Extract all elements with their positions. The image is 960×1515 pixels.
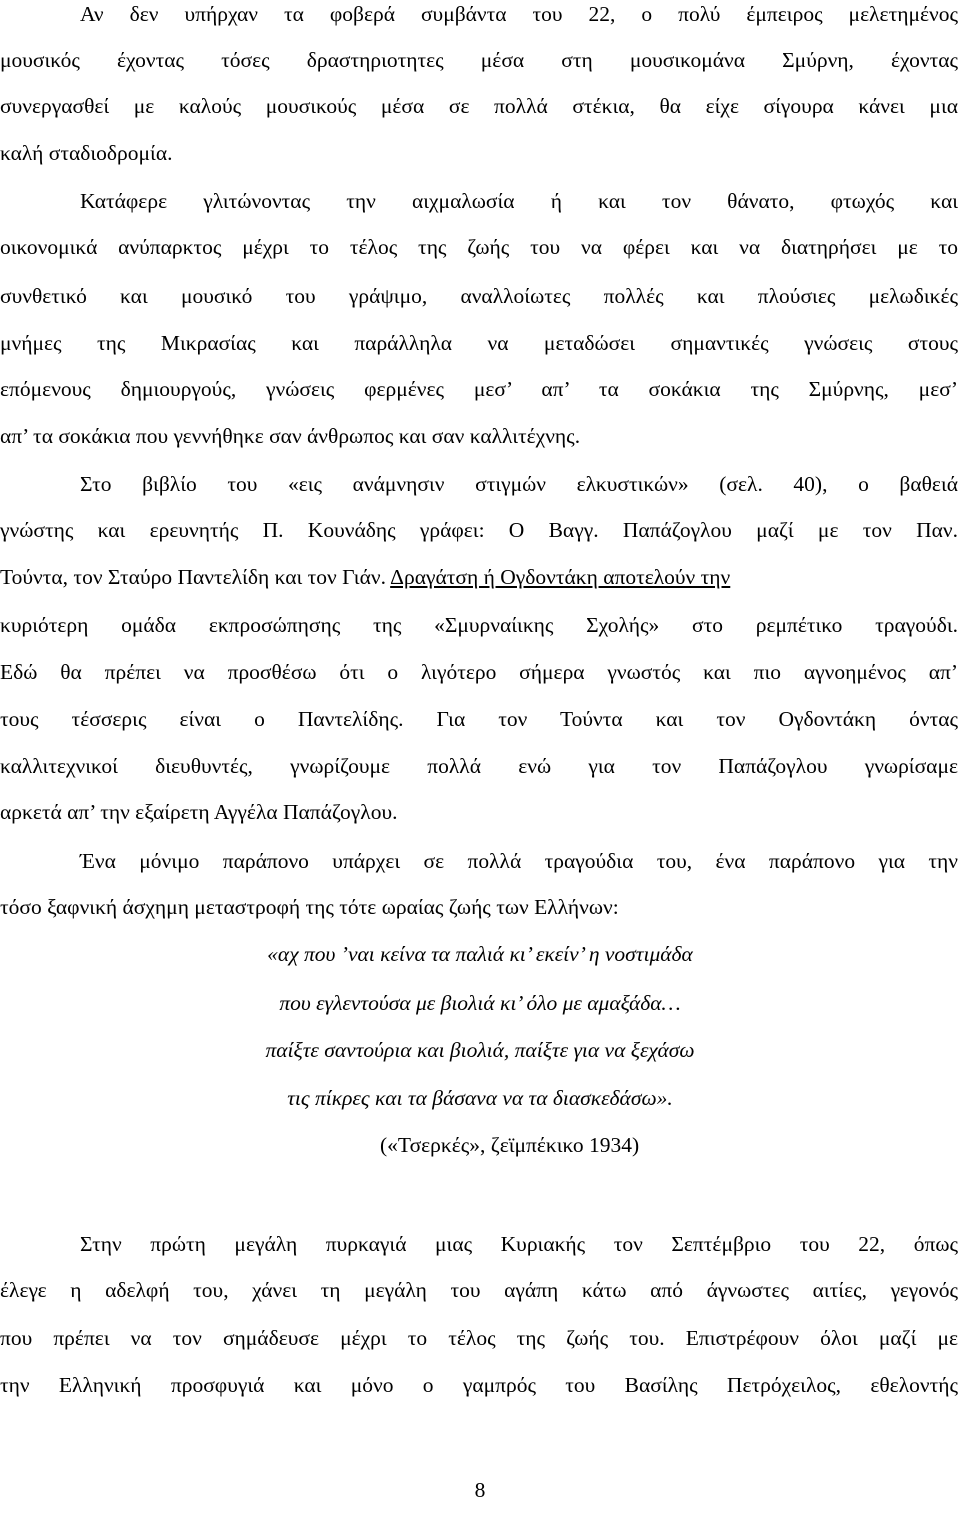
poem-verse: που εγλεντούσα με βιολιά κι’ όλο με αμαξάδα… [279, 991, 681, 1015]
text-line: που πρέπει να τον σημάδευσε μέχρι το τέλος της ζωής του. Επιστρέφουν όλοι μαζί με [0, 1326, 958, 1350]
underlined-text: Δραγάτση ή Ογδοντάκη αποτελούν την [390, 565, 731, 589]
page-number: 8 [474, 1478, 486, 1502]
text-line: Κατάφερε γλιτώνοντας την αιχμαλωσία ή και τον θάνατο, φτωχός και [80, 189, 958, 213]
text-line: συνθετικό και μουσικό του γράψιμο, αναλλοίωτες πολλές και πλούσιες μελωδικές [0, 284, 958, 308]
poem-verse: παίξτε σαντούρια και βιολιά, παίξτε για να ξεχάσω [265, 1038, 695, 1062]
text-segment: Τούντα, τον Σταύρο Παντελίδη και τον Γιάν. [0, 565, 386, 589]
text-line: γνώστης και ερευνητής Π. Κουνάδης γράφει: Ο Βαγγ. Παπάζογλου μαζί με τον Παν. [0, 518, 958, 542]
poem-verse: τις πίκρες και τα βάσανα να τα διασκεδάσω». [287, 1086, 673, 1110]
text-line: την Ελληνική προσφυγιά και μόνο ο γαμπρός του Βασίλης Πετρόχειλος, εθελοντής [0, 1373, 958, 1397]
text-line: καλή σταδιοδρομία. [0, 141, 173, 165]
text-line: Στο βιβλίο του «εις ανάμνησιν στιγμών ελκυστικών» (σελ. 40), ο βαθειά [80, 472, 958, 496]
text-line: συνεργασθεί με καλούς μουσικούς μέσα σε πολλά στέκια, θα είχε σίγουρα κάνει μια [0, 94, 958, 118]
text-line: μουσικός έχοντας τόσες δραστηριοτητες μέσα στη μουσικομάνα Σμύρνη, έχοντας [0, 48, 958, 72]
text-line: αρκετά απ’ την εξαίρετη Αγγέλα Παπάζογλου. [0, 800, 398, 824]
text-line: τους τέσσερις είναι ο Παντελίδης. Για τον Τούντα και τον Ογδοντάκη όντας [0, 707, 958, 731]
text-line: Εδώ θα πρέπει να προσθέσω ότι ο λιγότερο σήμερα γνωστός και πιο αγνοημένος απ’ [0, 660, 958, 684]
text-line: μνήμες της Μικρασίας και παράλληλα να μεταδώσει σημαντικές γνώσεις στους [0, 331, 958, 355]
text-line: Ένα μόνιμο παράπονο υπάρχει σε πολλά τραγούδια του, ένα παράπονο για την [80, 849, 958, 873]
text-line: επόμενους δημιουργούς, γνώσεις φερμένες μεσ’ απ’ τα σοκάκια της Σμύρνης, μεσ’ [0, 377, 958, 401]
text-line: απ’ τα σοκάκια που γεννήθηκε σαν άνθρωπος και σαν καλλιτέχνης. [0, 424, 581, 448]
text-line: καλλιτεχνικοί διευθυντές, γνωρίζουμε πολλά ενώ για τον Παπάζογλου γνωρίσαμε [0, 754, 958, 778]
poem-source: («Τσερκές», ζεϊμπέκικο 1934) [380, 1133, 640, 1157]
text-line: Αν δεν υπήρχαν τα φοβερά συμβάντα του 22, ο πολύ έμπειρος μελετημένος [80, 2, 958, 26]
poem-verse: «αχ που ’ναι κείνα τα παλιά κι’ εκείν’ η νοστιμάδα [267, 942, 693, 966]
text-line: τόσο ξαφνική άσχημη μεταστροφή της τότε ωραίας ζωής των Ελλήνων: [0, 895, 619, 919]
text-line [0, 557, 730, 597]
text-line: Στην πρώτη μεγάλη πυρκαγιά μιας Κυριακής τον Σεπτέμβριο του 22, όπως [80, 1232, 958, 1256]
text-line: κυριότερη ομάδα εκπροσώπησης της «Σμυρναίικης Σχολής» στο ρεμπέτικο τραγούδι. [0, 613, 958, 637]
text-line: έλεγε η αδελφή του, χάνει τη μεγάλη του αγάπη κάτω από άγνωστες αιτίες, γεγονός [0, 1278, 958, 1302]
text-line: οικονομικά ανύπαρκτος μέχρι το τέλος της ζωής του να φέρει και να διατηρήσει με το [0, 235, 958, 259]
